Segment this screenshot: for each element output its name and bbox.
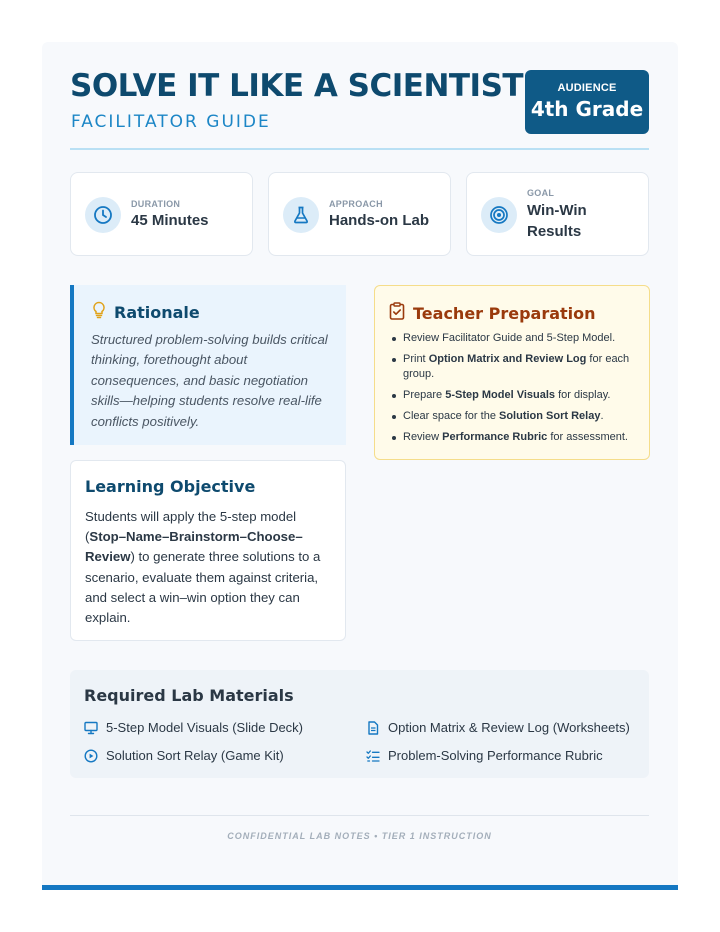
- objective-text-post: ) to generate three solutions to a scenario, evaluate them against criteria, and select a win–win option they can explain.: [85, 549, 321, 626]
- prep-item-text: .: [600, 409, 604, 422]
- rationale-title: Rationale: [114, 303, 200, 322]
- prep-item: [403, 388, 639, 403]
- material-item: [366, 720, 630, 735]
- page-subtitle: FACILITATOR GUIDE: [71, 112, 271, 132]
- prep-item-text: for assessment.: [547, 430, 628, 443]
- audience-value: 4th Grade: [530, 97, 644, 121]
- learning-objective-panel: [70, 460, 346, 641]
- presentation-icon: [84, 721, 98, 735]
- page-title: SOLVE IT LIKE A SCIENTIST: [70, 68, 524, 104]
- clipboard-check-icon: [389, 302, 405, 325]
- play-circle-icon: [84, 749, 98, 763]
- flask-icon: [283, 197, 319, 233]
- prep-item-bold: Performance Rubric: [442, 430, 548, 443]
- checklist-icon: [366, 749, 380, 763]
- duration-value: 45 Minutes: [131, 212, 209, 229]
- goal-value-line2: Results: [527, 223, 582, 240]
- approach-label: APPROACH: [329, 199, 383, 209]
- prep-item: [403, 430, 639, 445]
- prep-item-text: Clear space for the: [403, 409, 499, 422]
- rationale-header: [92, 301, 200, 324]
- audience-label: AUDIENCE: [557, 82, 617, 94]
- material-item: [84, 720, 303, 735]
- goal-value-line1: Win-Win: [527, 202, 587, 219]
- materials-panel: [70, 670, 649, 778]
- material-label: 5-Step Model Visuals (Slide Deck): [106, 720, 304, 735]
- duration-card: [70, 172, 253, 256]
- prep-item-bold: Solution Sort Relay: [499, 409, 601, 422]
- prep-title: Teacher Preparation: [413, 304, 596, 323]
- bottom-accent-bar: [42, 885, 678, 890]
- objective-text-pre: Students will apply the 5-step model (: [85, 509, 297, 545]
- footer-text: CONFIDENTIAL LAB NOTES • TIER 1 INSTRUCTION: [227, 831, 492, 841]
- material-item: [366, 748, 603, 763]
- prep-item-text: Print: [403, 353, 429, 365]
- prep-item-bold: 5-Step Model Visuals: [445, 388, 556, 401]
- rationale-line: conflicts positively.: [91, 413, 200, 429]
- materials-title: Required Lab Materials: [84, 686, 294, 705]
- objective-title: Learning Objective: [85, 477, 256, 496]
- prep-header: [389, 302, 596, 325]
- prep-item: [403, 409, 639, 424]
- audience-badge: [525, 70, 649, 134]
- prep-list: [403, 331, 639, 451]
- target-icon: [481, 197, 517, 233]
- material-label: Solution Sort Relay (Game Kit): [106, 748, 284, 763]
- prep-item-text: Review: [403, 430, 443, 443]
- rationale-line: skills—helping students resolve real-life: [91, 393, 322, 409]
- rationale-line: consequences, and basic negotiation: [91, 372, 309, 388]
- prep-item-bold: Option Matrix and Review Log: [428, 353, 587, 365]
- approach-value: Hands-on Lab: [329, 212, 429, 229]
- prep-item-text: for each group.: [403, 353, 630, 380]
- document-icon: [366, 721, 380, 735]
- rationale-panel: [70, 285, 346, 445]
- prep-item-text: Review Facilitator Guide and 5-Step Model.: [403, 332, 616, 344]
- prep-item: [403, 352, 639, 381]
- goal-card: [466, 172, 649, 256]
- prep-item-text: Prepare: [403, 388, 446, 401]
- material-item: [84, 748, 284, 763]
- prep-item: [403, 331, 639, 346]
- footer-divider: [70, 815, 649, 816]
- duration-label: DURATION: [131, 199, 181, 209]
- rationale-text: [91, 330, 341, 432]
- objective-text: [85, 507, 335, 628]
- rationale-line: thinking, forethought about: [91, 352, 248, 368]
- material-label: Option Matrix & Review Log (Worksheets): [388, 720, 630, 735]
- clock-icon: [85, 197, 121, 233]
- lightbulb-icon: [92, 301, 106, 324]
- teacher-preparation-panel: [374, 285, 650, 460]
- approach-card: [268, 172, 451, 256]
- material-label: Problem-Solving Performance Rubric: [388, 748, 603, 763]
- rationale-line: Structured problem-solving builds critical: [91, 332, 328, 347]
- goal-label: GOAL: [527, 188, 555, 198]
- header-divider: [70, 148, 649, 150]
- prep-item-text: for display.: [555, 388, 611, 401]
- objective-model-steps: Stop–Name–Brainstorm–Choose–Review: [85, 529, 303, 565]
